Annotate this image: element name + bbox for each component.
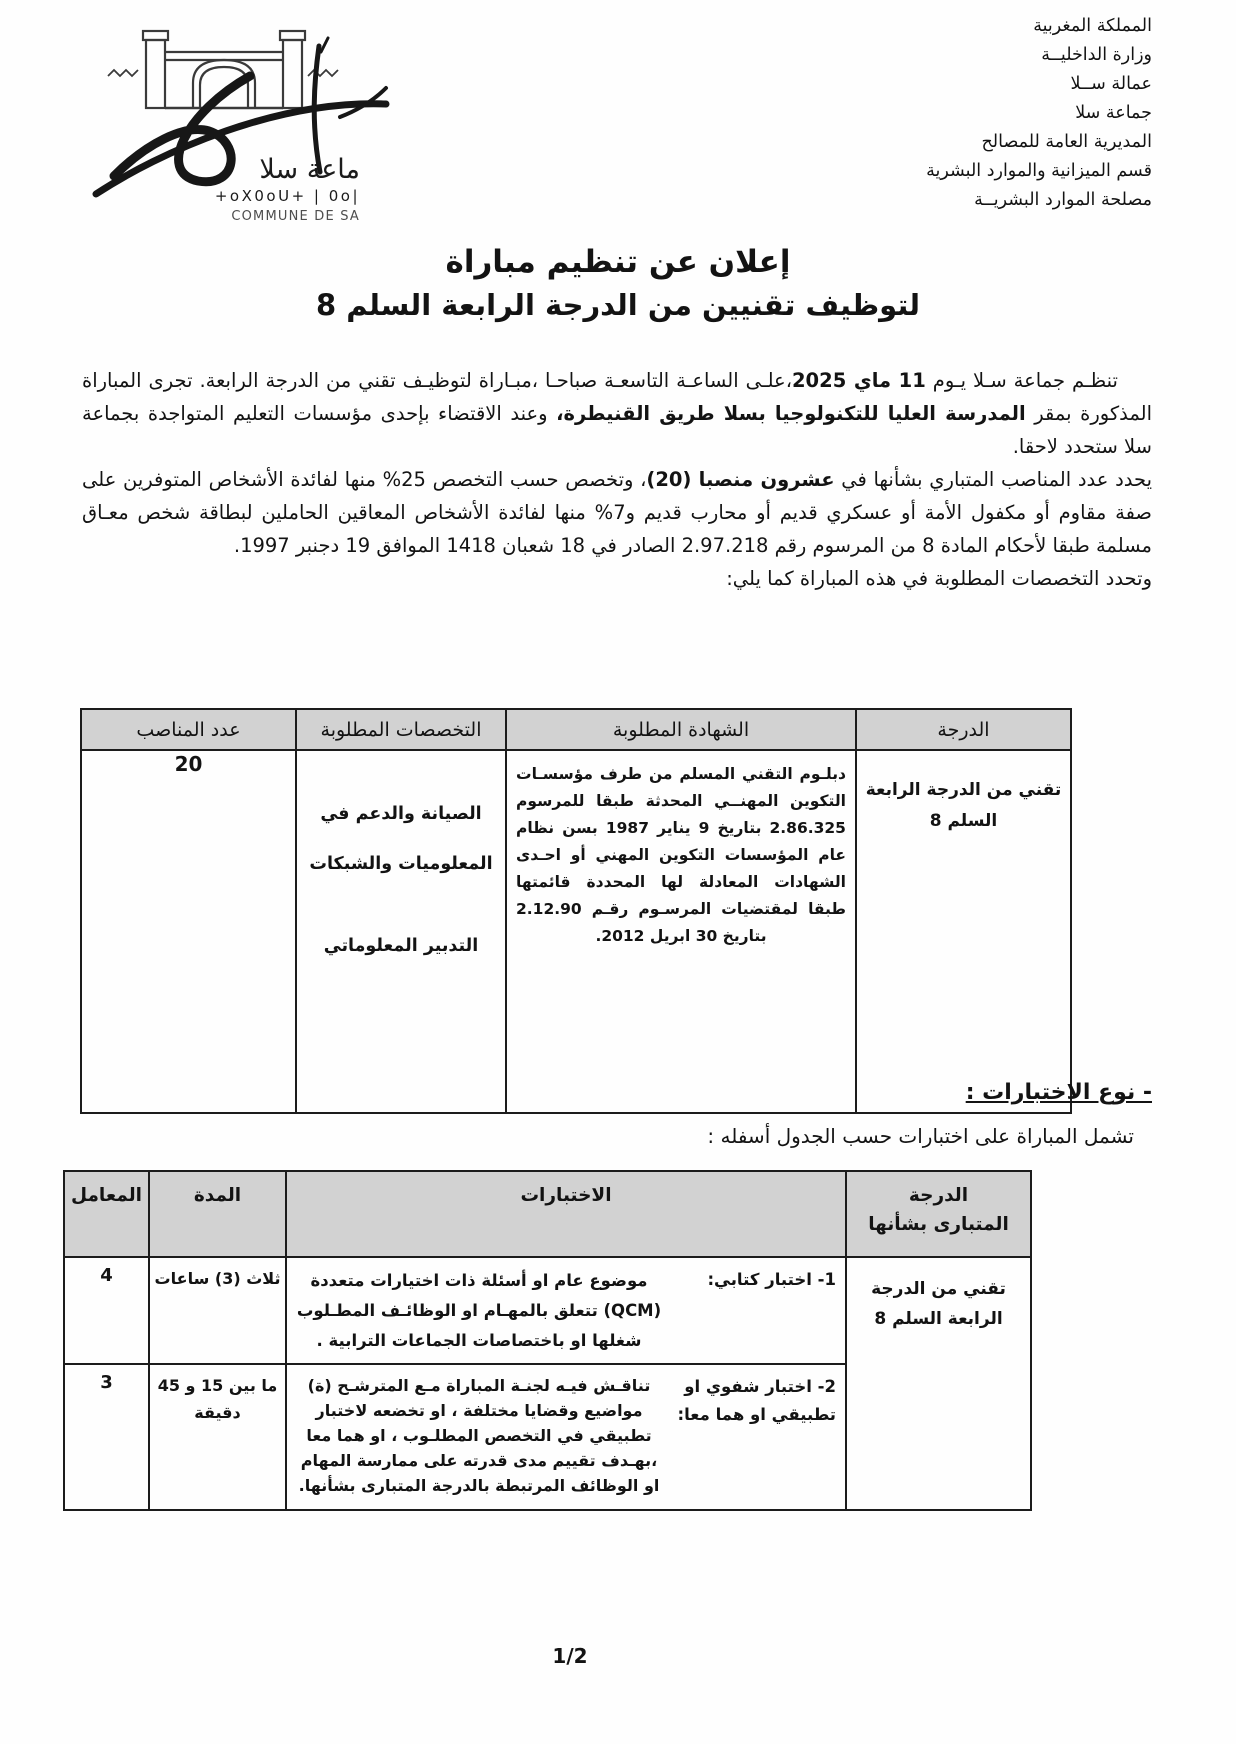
exams-section-intro: تشمل المباراة على اختبارات حسب الجدول أسفله : — [707, 1124, 1134, 1148]
exam-row-written — [64, 1257, 1031, 1364]
posts-count-cell: 20 — [81, 750, 296, 1113]
admin-line-kingdom: المملكة المغربية — [1033, 16, 1152, 36]
p1-location-bold: المدرسة العليا للتكنولوجيا بسلا طريق القنيطرة، — [556, 402, 1026, 425]
written-exam-cell — [286, 1257, 846, 1364]
admin-line-commune: جماعة سلا — [1075, 103, 1152, 123]
diploma-cell: دبلـوم التقني المسلم من طرف مؤسسـات التكوين المهنــي المحدثة طبقا للمرسوم 2.86.325 بتاريخ 9 يناير 1987 بسن نظام عام المؤسسات التكوين المهني أو احـدى الشهادات المعادلة لها المحددة قائمتها طبقا لمقتضيات المرسـوم رقـم 2.12.90 بتاريخ 30 ابريل 2012. — [506, 750, 856, 1113]
specializations-table-row — [81, 750, 1071, 1113]
admin-line-directorate: المديرية العامة للمصالح — [981, 132, 1152, 152]
specialty-1-line-2: المعلوميات والشبكات — [309, 854, 493, 874]
p1-s1: تنظـم جماعة سـلا يـوم — [925, 369, 1118, 392]
p1-s3: ،علـى الساعـة التاسعـة صباحـا ،مبـاراة لتوظيـف تقني من الدرجة الرابعة. تجرى المباراة المذكورة بمقر — [82, 369, 1152, 425]
paragraph-2 — [82, 463, 1152, 562]
p2-posts-bold: عشرون منصبا (20) — [646, 468, 835, 491]
contested-grade-text: تقني من الدرجة الرابعة السلم 8 — [871, 1279, 1006, 1329]
oral-exam-cell — [286, 1364, 846, 1510]
written-exam-duration: ثلاث (3) ساعات — [149, 1257, 286, 1364]
contested-grade-cell — [846, 1257, 1031, 1510]
written-exam-coefficient: 4 — [64, 1257, 149, 1364]
p2-s3: ، وتخصص حسب التخصص 25% منها لفائدة الأشخاص المتوفرين على صفة مقاوم أو مكفول الأمة أو عسكري قديم أو محارب قديم و7% منها لفائدة الأشخاص المعاقين الحاملين لبطاقة شخص معـاق مسلمة طبقا لأحكام المادة 8 من المرسوم رقم 2.97.218 الصادر في 18 شعبان 1418 الموافق 19 دجنبر 1997. — [82, 468, 1152, 557]
commune-sale-logo — [90, 20, 394, 228]
announcement-title — [0, 244, 1236, 322]
written-exam-description: موضوع عام او أسئلة ذات اختيارات متعددة (QCM) تتعلق بالمهـام او الوظائـف المطـلوب شغلها او باختصاصات الجماعات الترابية . — [296, 1271, 662, 1350]
p2-s1: يحدد عدد المناصب المتباري بشأنها في — [834, 468, 1152, 491]
header-posts-count: عدد المناصب — [81, 709, 296, 750]
contested-grade-line-2: المتبارى بشأنها — [868, 1214, 1009, 1235]
logo-latin-text: COMMUNE DE SA — [231, 209, 360, 224]
header-specialties: التخصصات المطلوبة — [296, 709, 506, 750]
title-line-2: لتوظيف تقنيين من الدرجة الرابعة السلم 8 — [315, 288, 921, 322]
paragraph-3: وتحدد التخصصات المطلوبة في هذه المباراة كما يلي: — [726, 567, 1152, 590]
header-coefficient: المعامل — [64, 1171, 149, 1257]
p1-date-bold: 11 ماي 2025 — [791, 369, 926, 392]
grade-cell — [856, 750, 1071, 1113]
admin-line-ministry: وزارة الداخليــة — [1041, 45, 1152, 65]
exams-section-heading: - نوع الاختبارات : — [965, 1080, 1152, 1105]
specializations-table-header-row — [81, 709, 1071, 750]
logo-arabic-text: ماعة سلا — [259, 154, 360, 185]
oral-exam-coefficient: 3 — [64, 1364, 149, 1510]
specialties-cell — [296, 750, 506, 1113]
p1-s5: وعند الاقتضاء بإحدى مؤسسات التعليم المتواجدة بجماعة سلا ستحدد لاحقا. — [82, 402, 1152, 458]
specialty-1-line-1: الصيانة والدعم في — [320, 804, 482, 824]
contested-grade-line-1: الدرجة — [908, 1185, 969, 1206]
header-exams: الاختبارات — [286, 1171, 846, 1257]
body-text — [82, 364, 1152, 595]
administration-header — [926, 12, 1152, 215]
oral-exam-label: 2- اختبار شفوي او تطبيقي او هما معا: — [677, 1377, 836, 1424]
header-duration: المدة — [149, 1171, 286, 1257]
header-diploma: الشهادة المطلوبة — [506, 709, 856, 750]
grade-line-1: تقني من الدرجة الرابعة — [865, 780, 1062, 800]
admin-line-division: قسم الميزانية والموارد البشرية — [926, 161, 1152, 181]
exams-table-header-row — [64, 1171, 1031, 1257]
paragraph-1 — [82, 364, 1152, 463]
oral-exam-description: تناقـش فيـه لجنـة المباراة مـع المترشـح (ة) مواضيع وقضايا مختلفة ، او تخضعه لاختبار تطبيقي في التخصص المطلـوب ، او هما معا ،بهـدف تقييم مدى قدرته على ممارسة المهام او الوظائف المرتبطة بالدرجة المتبارى بشأنها. — [298, 1376, 660, 1495]
written-exam-label: 1- اختبار كتابي: — [707, 1270, 836, 1289]
logo-tifinagh-text: +oX0oU+ | 0o| — [214, 187, 360, 205]
header-grade: الدرجة — [856, 709, 1071, 750]
specialty-2: التدبير المعلوماتي — [323, 936, 479, 956]
page-number: 1/2 — [552, 1644, 588, 1668]
header-contested-grade — [846, 1171, 1031, 1257]
oral-exam-duration: ما بين 15 و 45 دقيقة — [149, 1364, 286, 1510]
grade-line-2: السلم 8 — [929, 811, 998, 831]
title-line-1: إعلان عن تنظيم مباراة — [445, 244, 791, 280]
exams-table — [63, 1170, 1032, 1511]
admin-line-prefecture: عمالة ســلا — [1070, 74, 1152, 94]
specializations-table — [80, 708, 1072, 1114]
admin-line-service: مصلحة الموارد البشريــة — [974, 190, 1152, 210]
